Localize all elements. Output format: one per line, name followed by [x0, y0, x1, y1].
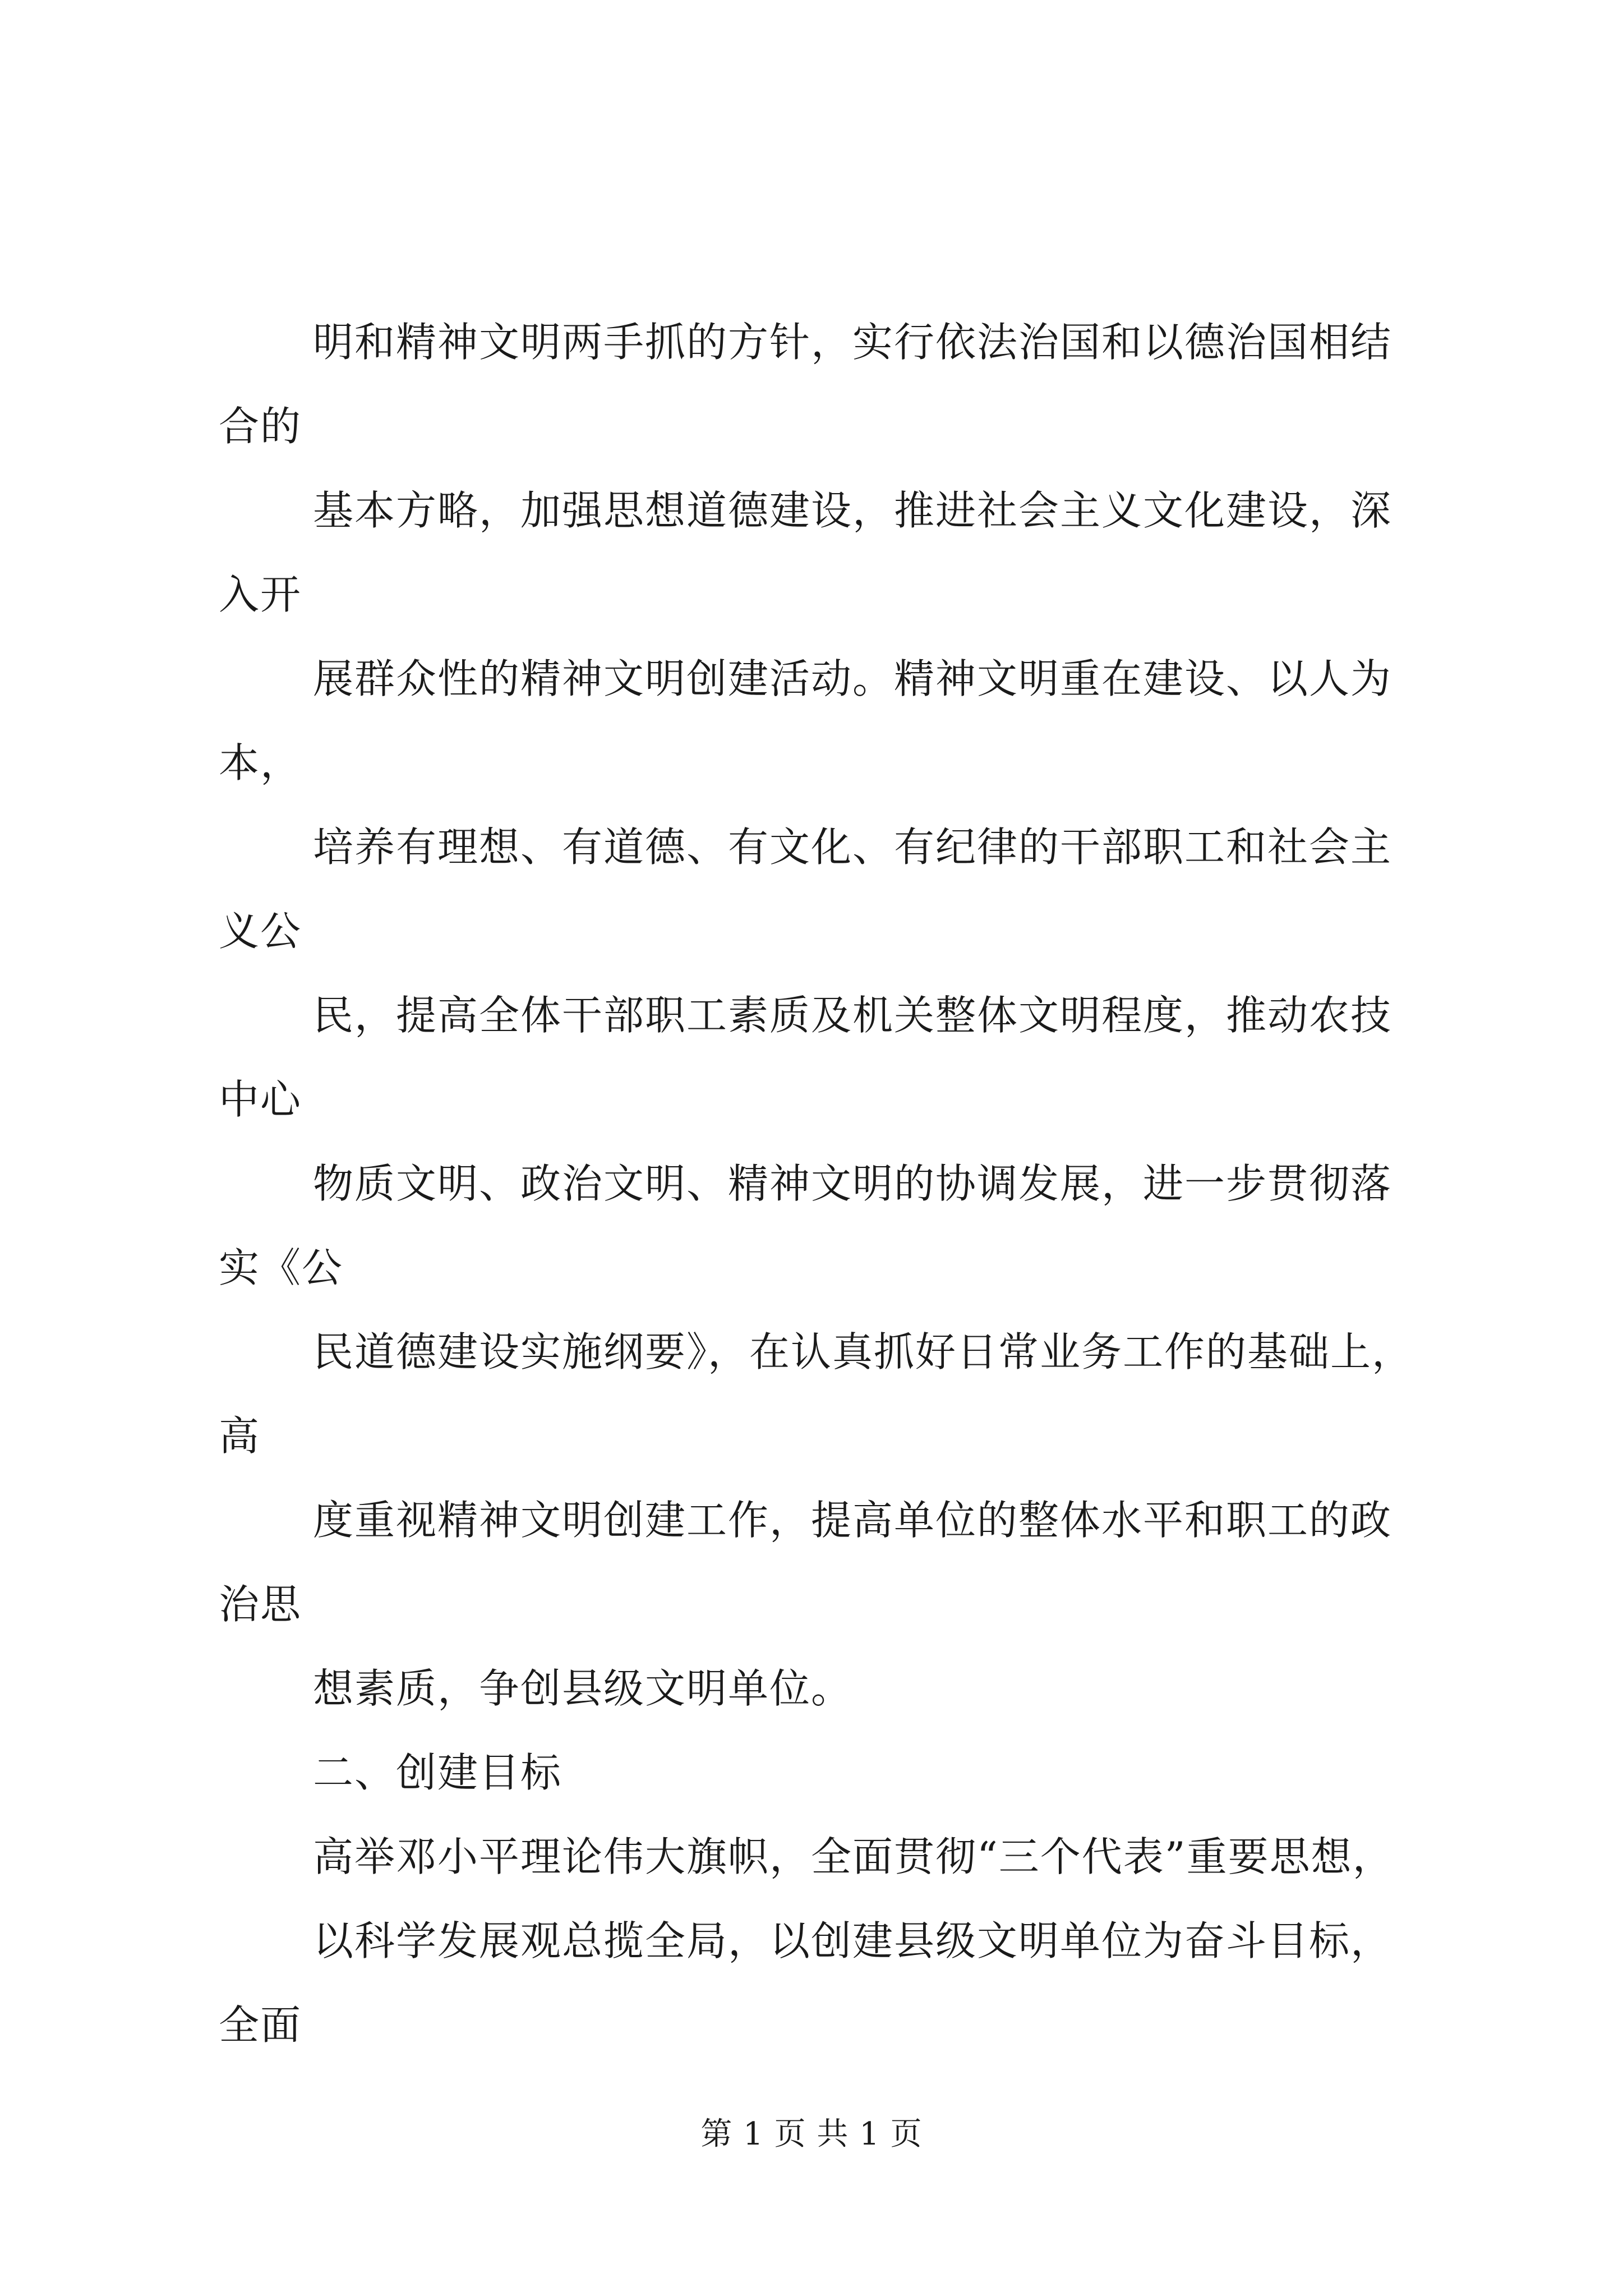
- paragraph: [219, 1142, 1419, 1310]
- paragraph-line-continued: 治思: [219, 1581, 302, 1628]
- paragraph-line-continued: 本，: [219, 739, 302, 786]
- page-number: 第 1 页 共 1 页: [700, 2116, 923, 2152]
- paragraph-line-continued: 高: [219, 1412, 261, 1460]
- paragraph-line: 物质文明、政治文明、精神文明的协调发展，进一步贯彻落: [313, 1160, 1393, 1207]
- paragraph-line: 度重视精神文明创建工作，提高单位的整体水平和职工的政: [313, 1497, 1393, 1544]
- paragraph-line-continued: 合的: [219, 403, 302, 450]
- paragraph-line-continued: 入开: [219, 571, 302, 618]
- paragraph-line-continued: 实《公: [219, 1244, 344, 1291]
- paragraph: [219, 637, 1419, 805]
- paragraph: [219, 1899, 1419, 2067]
- paragraph-line-continued: 中心: [219, 1076, 302, 1123]
- paragraph-line: 想素质，争创县级文明单位。: [313, 1665, 853, 1712]
- paragraph: [219, 468, 1419, 637]
- section-heading-text: 二、创建目标: [313, 1749, 562, 1796]
- document-body: [219, 300, 1419, 2067]
- page-footer: [0, 2109, 1623, 2154]
- paragraph: [219, 300, 1419, 468]
- paragraph-line: 高举邓小平理论伟大旗帜，全面贯彻“三个代表”重要思想，: [313, 1833, 1394, 1880]
- paragraph-line: 基本方略，加强思想道德建设，推进社会主义文化建设，深: [313, 487, 1393, 534]
- paragraph-line: 明和精神文明两手抓的方针，实行依法治国和以德治国相结: [313, 319, 1393, 366]
- section-heading: [219, 1731, 1419, 1815]
- paragraph-line-continued: 全面: [219, 2001, 302, 2049]
- paragraph: [219, 1478, 1419, 1646]
- paragraph-line-continued: 义公: [219, 908, 302, 955]
- paragraph: [219, 805, 1419, 973]
- paragraph: [219, 1646, 1419, 1731]
- paragraph-line: 民道德建设实施纲要》，在认真抓好日常业务工作的基础上，: [313, 1328, 1414, 1375]
- paragraph: [219, 1815, 1419, 1899]
- paragraph-line: 培养有理想、有道德、有文化、有纪律的干部职工和社会主: [313, 823, 1393, 871]
- paragraph: [219, 973, 1419, 1142]
- paragraph-line: 展群众性的精神文明创建活动。精神文明重在建设、以人为: [313, 655, 1393, 702]
- paragraph: [219, 1310, 1419, 1478]
- paragraph-line: 以科学发展观总揽全局，以创建县级文明单位为奋斗目标，: [313, 1917, 1393, 1964]
- paragraph-line: 民，提高全体干部职工素质及机关整体文明程度，推动农技: [313, 992, 1393, 1039]
